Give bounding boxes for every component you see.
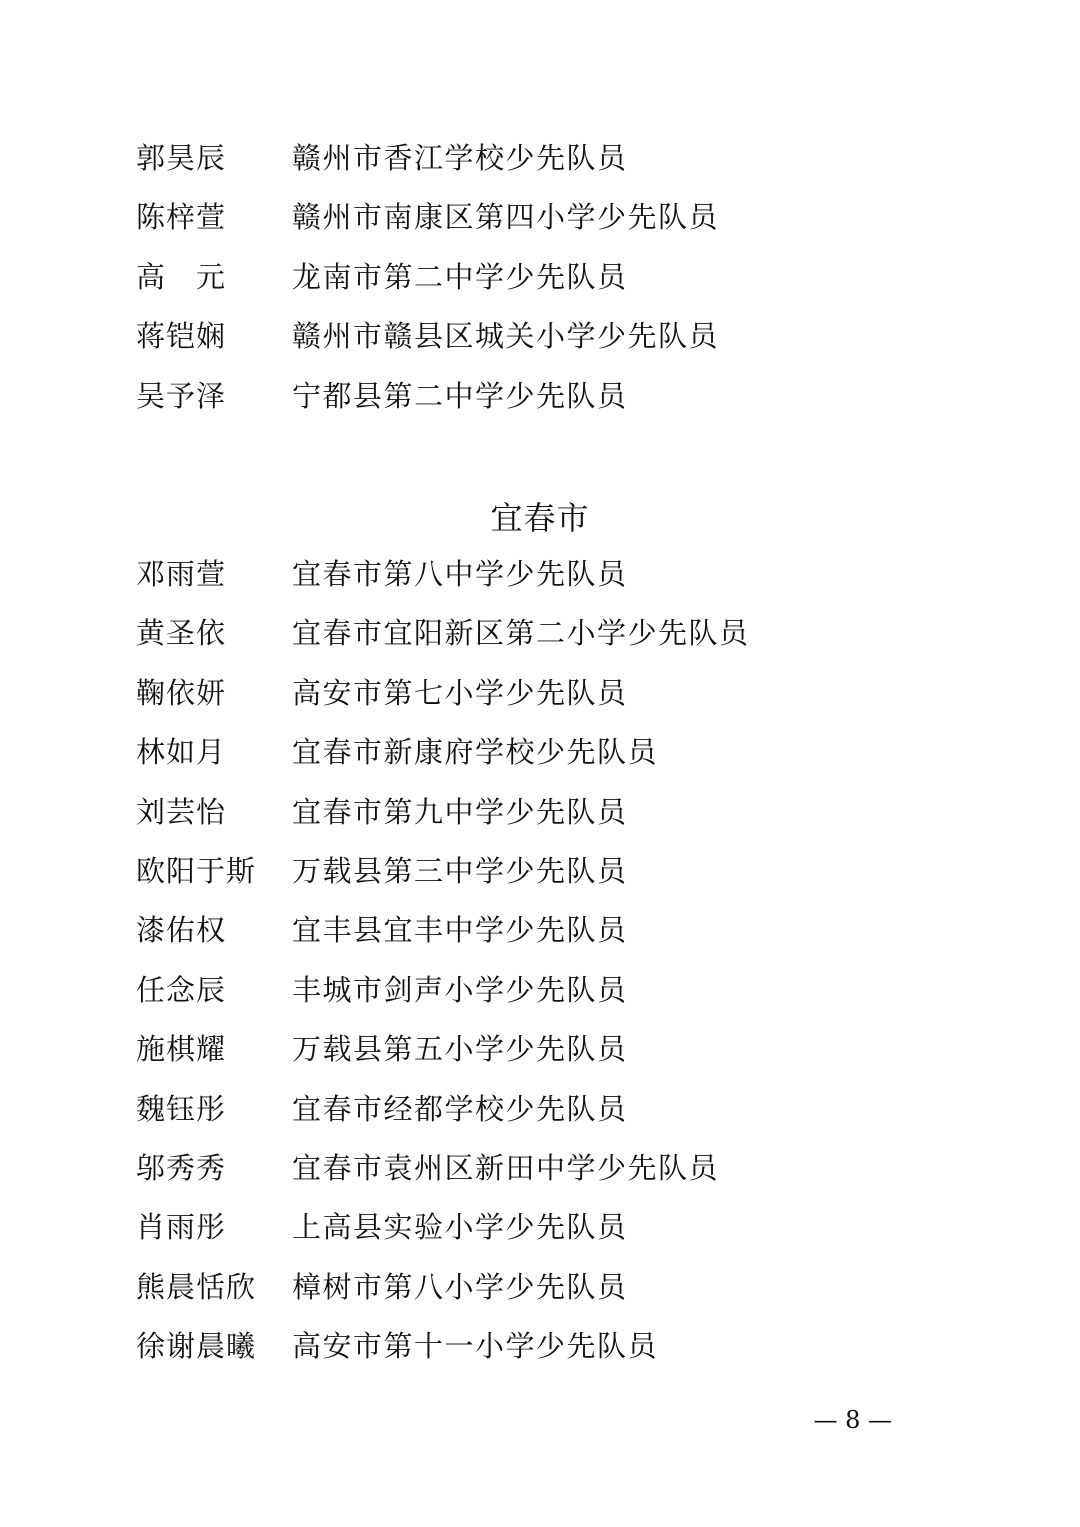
member-name: 刘芸怡: [136, 794, 227, 829]
list-item: [0, 724, 1080, 783]
list-item: [0, 130, 1080, 189]
member-name: 黄圣依: [136, 616, 227, 651]
member-unit: 高安市第七小学少先队员: [292, 675, 628, 710]
list-item: [0, 902, 1080, 961]
member-unit: 宜春市袁州区新田中学少先队员: [292, 1150, 720, 1185]
member-unit: 宜春市第九中学少先队员: [292, 794, 628, 829]
member-unit: 高安市第十一小学少先队员: [292, 1329, 659, 1364]
list-item: [0, 1199, 1080, 1258]
list-item: [0, 368, 1080, 427]
list-item: [0, 1021, 1080, 1080]
list-item: [0, 249, 1080, 308]
member-name: 任念辰: [136, 972, 227, 1007]
member-unit: 宜春市第八中学少先队员: [292, 557, 628, 591]
yichun-list: [0, 546, 1080, 1377]
member-unit: 宁都县第二中学少先队员: [292, 378, 628, 413]
section-title-yichun: 宜春市: [490, 499, 590, 537]
member-unit: 万载县第三中学少先队员: [292, 853, 628, 888]
list-item: [0, 1081, 1080, 1140]
member-name: 邓雨萱: [136, 557, 227, 591]
list-item: [0, 843, 1080, 902]
member-name: 吴予泽: [136, 378, 227, 413]
member-name: 鞠依妍: [136, 675, 227, 710]
member-unit: 赣州市香江学校少先队员: [292, 141, 628, 175]
list-item: [0, 546, 1080, 605]
list-item: [0, 784, 1080, 843]
ganzhou-list: [0, 130, 1080, 427]
member-name: 魏钰彤: [136, 1091, 227, 1126]
list-item: [0, 1259, 1080, 1318]
list-item: [0, 665, 1080, 724]
list-item: [0, 189, 1080, 248]
member-unit: 上高县实验小学少先队员: [292, 1210, 628, 1245]
member-name: 施棋耀: [136, 1032, 227, 1067]
member-unit: 丰城市剑声小学少先队员: [292, 972, 628, 1007]
page-number: — 8 —: [813, 1406, 892, 1434]
list-item: [0, 1140, 1080, 1199]
member-name: 蒋铠娴: [136, 319, 227, 354]
member-name: 熊晨恬欣: [136, 1269, 257, 1304]
member-name: 肖雨彤: [136, 1210, 227, 1245]
member-unit: 万载县第五小学少先队员: [292, 1032, 628, 1067]
member-name: 郭昊辰: [136, 141, 227, 175]
member-unit: 龙南市第二中学少先队员: [292, 259, 628, 294]
member-name: 陈梓萱: [136, 200, 227, 235]
member-unit: 赣州市南康区第四小学少先队员: [292, 200, 720, 235]
member-name: 邬秀秀: [136, 1150, 227, 1185]
member-name: 欧阳于斯: [136, 853, 257, 888]
list-item: [0, 308, 1080, 367]
member-unit: 宜丰县宜丰中学少先队员: [292, 913, 628, 948]
member-unit: 樟树市第八小学少先队员: [292, 1269, 628, 1304]
member-unit: 宜春市新康府学校少先队员: [292, 735, 659, 770]
member-name: 林如月: [136, 735, 227, 770]
member-unit: 赣州市赣县区城关小学少先队员: [292, 319, 720, 354]
list-item: [0, 605, 1080, 664]
member-unit: 宜春市宜阳新区第二小学少先队员: [292, 616, 750, 651]
member-name: 高 元: [136, 259, 227, 294]
member-unit: 宜春市经都学校少先队员: [292, 1091, 628, 1126]
list-item: [0, 962, 1080, 1021]
list-item: [0, 1318, 1080, 1377]
member-name: 徐谢晨曦: [136, 1329, 257, 1364]
member-name: 漆佑权: [136, 913, 227, 948]
